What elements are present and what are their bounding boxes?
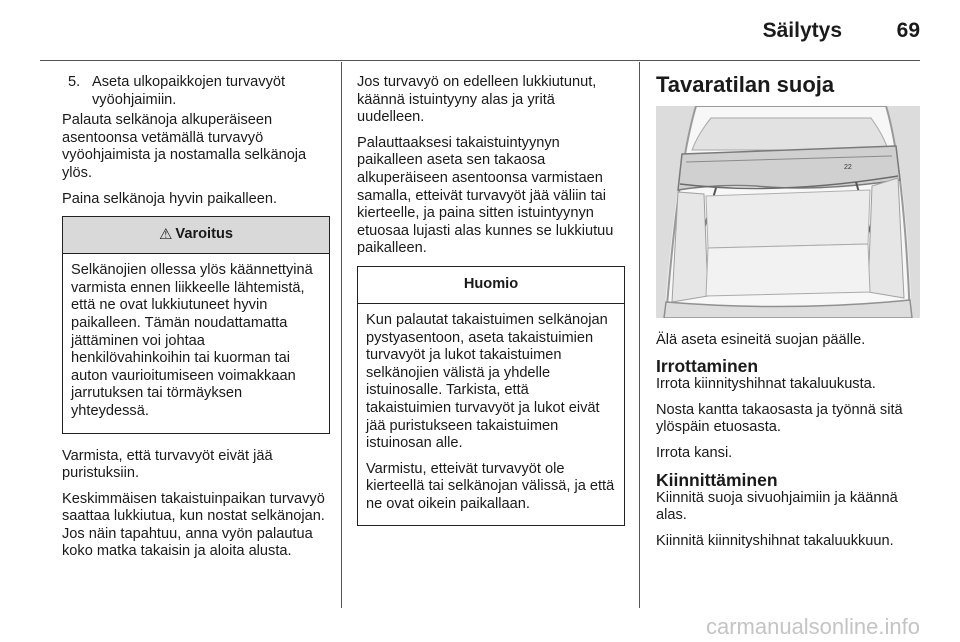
- page-header: [0, 0, 960, 62]
- paragraph: Kiinnitä kiinnityshihnat takaluukkuun.: [656, 532, 894, 549]
- subsection-title-removal: Irrottaminen: [656, 356, 759, 377]
- header-title: Säilytys: [762, 19, 842, 42]
- column-divider-2: [639, 62, 640, 608]
- section-title: Tavaratilan suoja: [656, 72, 835, 97]
- warning-header: [63, 217, 329, 254]
- trunk-cover-illustration: [656, 106, 920, 318]
- warning-text: Selkänojien ollessa ylös käännettyinä varmista ennen liikkeelle lähtemistä, että ne ovat lukkiutuneet hyvin paikalleen. Tämän noudattamatta jättäminen voi johtaa henkilövahinkoihin tai kuorman tai auton vaurioitumiseen voimakkaan jarrutuksen tai törmäyksen yhteydessä.: [71, 262, 313, 419]
- column-1: [62, 74, 330, 569]
- column-2: [357, 74, 625, 540]
- paragraph: Jos turvavyö on edelleen lukkiutunut, käännä istuintyyny alas ja yritä uudelleen.: [357, 74, 597, 126]
- paragraph: Paina selkänoja hyvin paikalleen.: [62, 190, 277, 207]
- page-number: 69: [896, 19, 920, 42]
- note-text: Varmistu, etteivät turvavyöt ole kierteellä tai selkänojan välissä, ja että ne ovat oikein paikallaan.: [366, 460, 615, 512]
- paragraph: Irrota kansi.: [656, 444, 733, 461]
- column-3: [656, 74, 922, 558]
- paragraph: Nosta kantta takaosasta ja työnnä sitä ylöspäin etuosasta.: [656, 401, 903, 436]
- warning-triangle-icon: ⚠: [158, 226, 173, 244]
- warning-title: Varoitus: [175, 226, 234, 243]
- note-body: [358, 304, 624, 526]
- paragraph: Keskimmäisen takaistuinpaikan turvavyö saattaa lukkiutua, kun nostat selkänojan. Jos näin tapahtuu, anna vyön palautua koko matka takaisin ja aloita alusta.: [62, 490, 325, 560]
- image-code: 22: [844, 163, 852, 171]
- column-divider-1: [341, 62, 342, 608]
- paragraph: Kiinnitä suoja sivuohjaimiin ja käännä alas.: [656, 489, 898, 524]
- header-rule: [40, 60, 920, 61]
- paragraph: Palauttaaksesi takaistuintyynyn paikalleen aseta sen takaosa alkuperäiseen asentoonsa varmistaen samalla, etteivät turvavyöt jää väliin tai kierteelle, ja paina sitten istuintyynyn etuosaa lujasti alas kunnes se lukkiutuu paikalleen.: [357, 134, 614, 257]
- warning-body: [63, 254, 329, 432]
- step-number: 5.: [68, 74, 81, 90]
- paragraph: Varmista, että turvavyöt eivät jää puristuksiin.: [62, 447, 273, 482]
- step-text: Aseta ulkopaikkojen turvavyöt vyöohjaimiin.: [92, 74, 286, 108]
- warning-box: [62, 216, 330, 433]
- note-box: [357, 266, 625, 527]
- paragraph: Älä aseta esineitä suojan päälle.: [656, 331, 866, 348]
- note-title: Huomio: [463, 276, 519, 293]
- trunk-cover-svg: [656, 106, 920, 318]
- watermark: carmanualsonline.info: [705, 614, 920, 639]
- paragraph: Irrota kiinnityshihnat takaluukusta.: [656, 376, 876, 393]
- note-text: Kun palautat takaistuimen selkänojan pystyasentoon, aseta takaistuimien turvavyöt ja lukot takaistuimen selkänojien välistä ja yhdelle istuinosalle. Tarkista, että takaistuimien turvavyöt ja lukot eivät jää puristukseen takaistuimen istuinosan alle.: [366, 311, 608, 452]
- subsection-title-fitting: Kiinnittäminen: [656, 469, 778, 490]
- note-header: [358, 267, 624, 304]
- paragraph: Palauta selkänoja alkuperäiseen asentoonsa vetämällä turvavyö vyöohjaimista ja nostamalla selkänoja ylös.: [62, 112, 307, 181]
- step-5: [62, 74, 330, 109]
